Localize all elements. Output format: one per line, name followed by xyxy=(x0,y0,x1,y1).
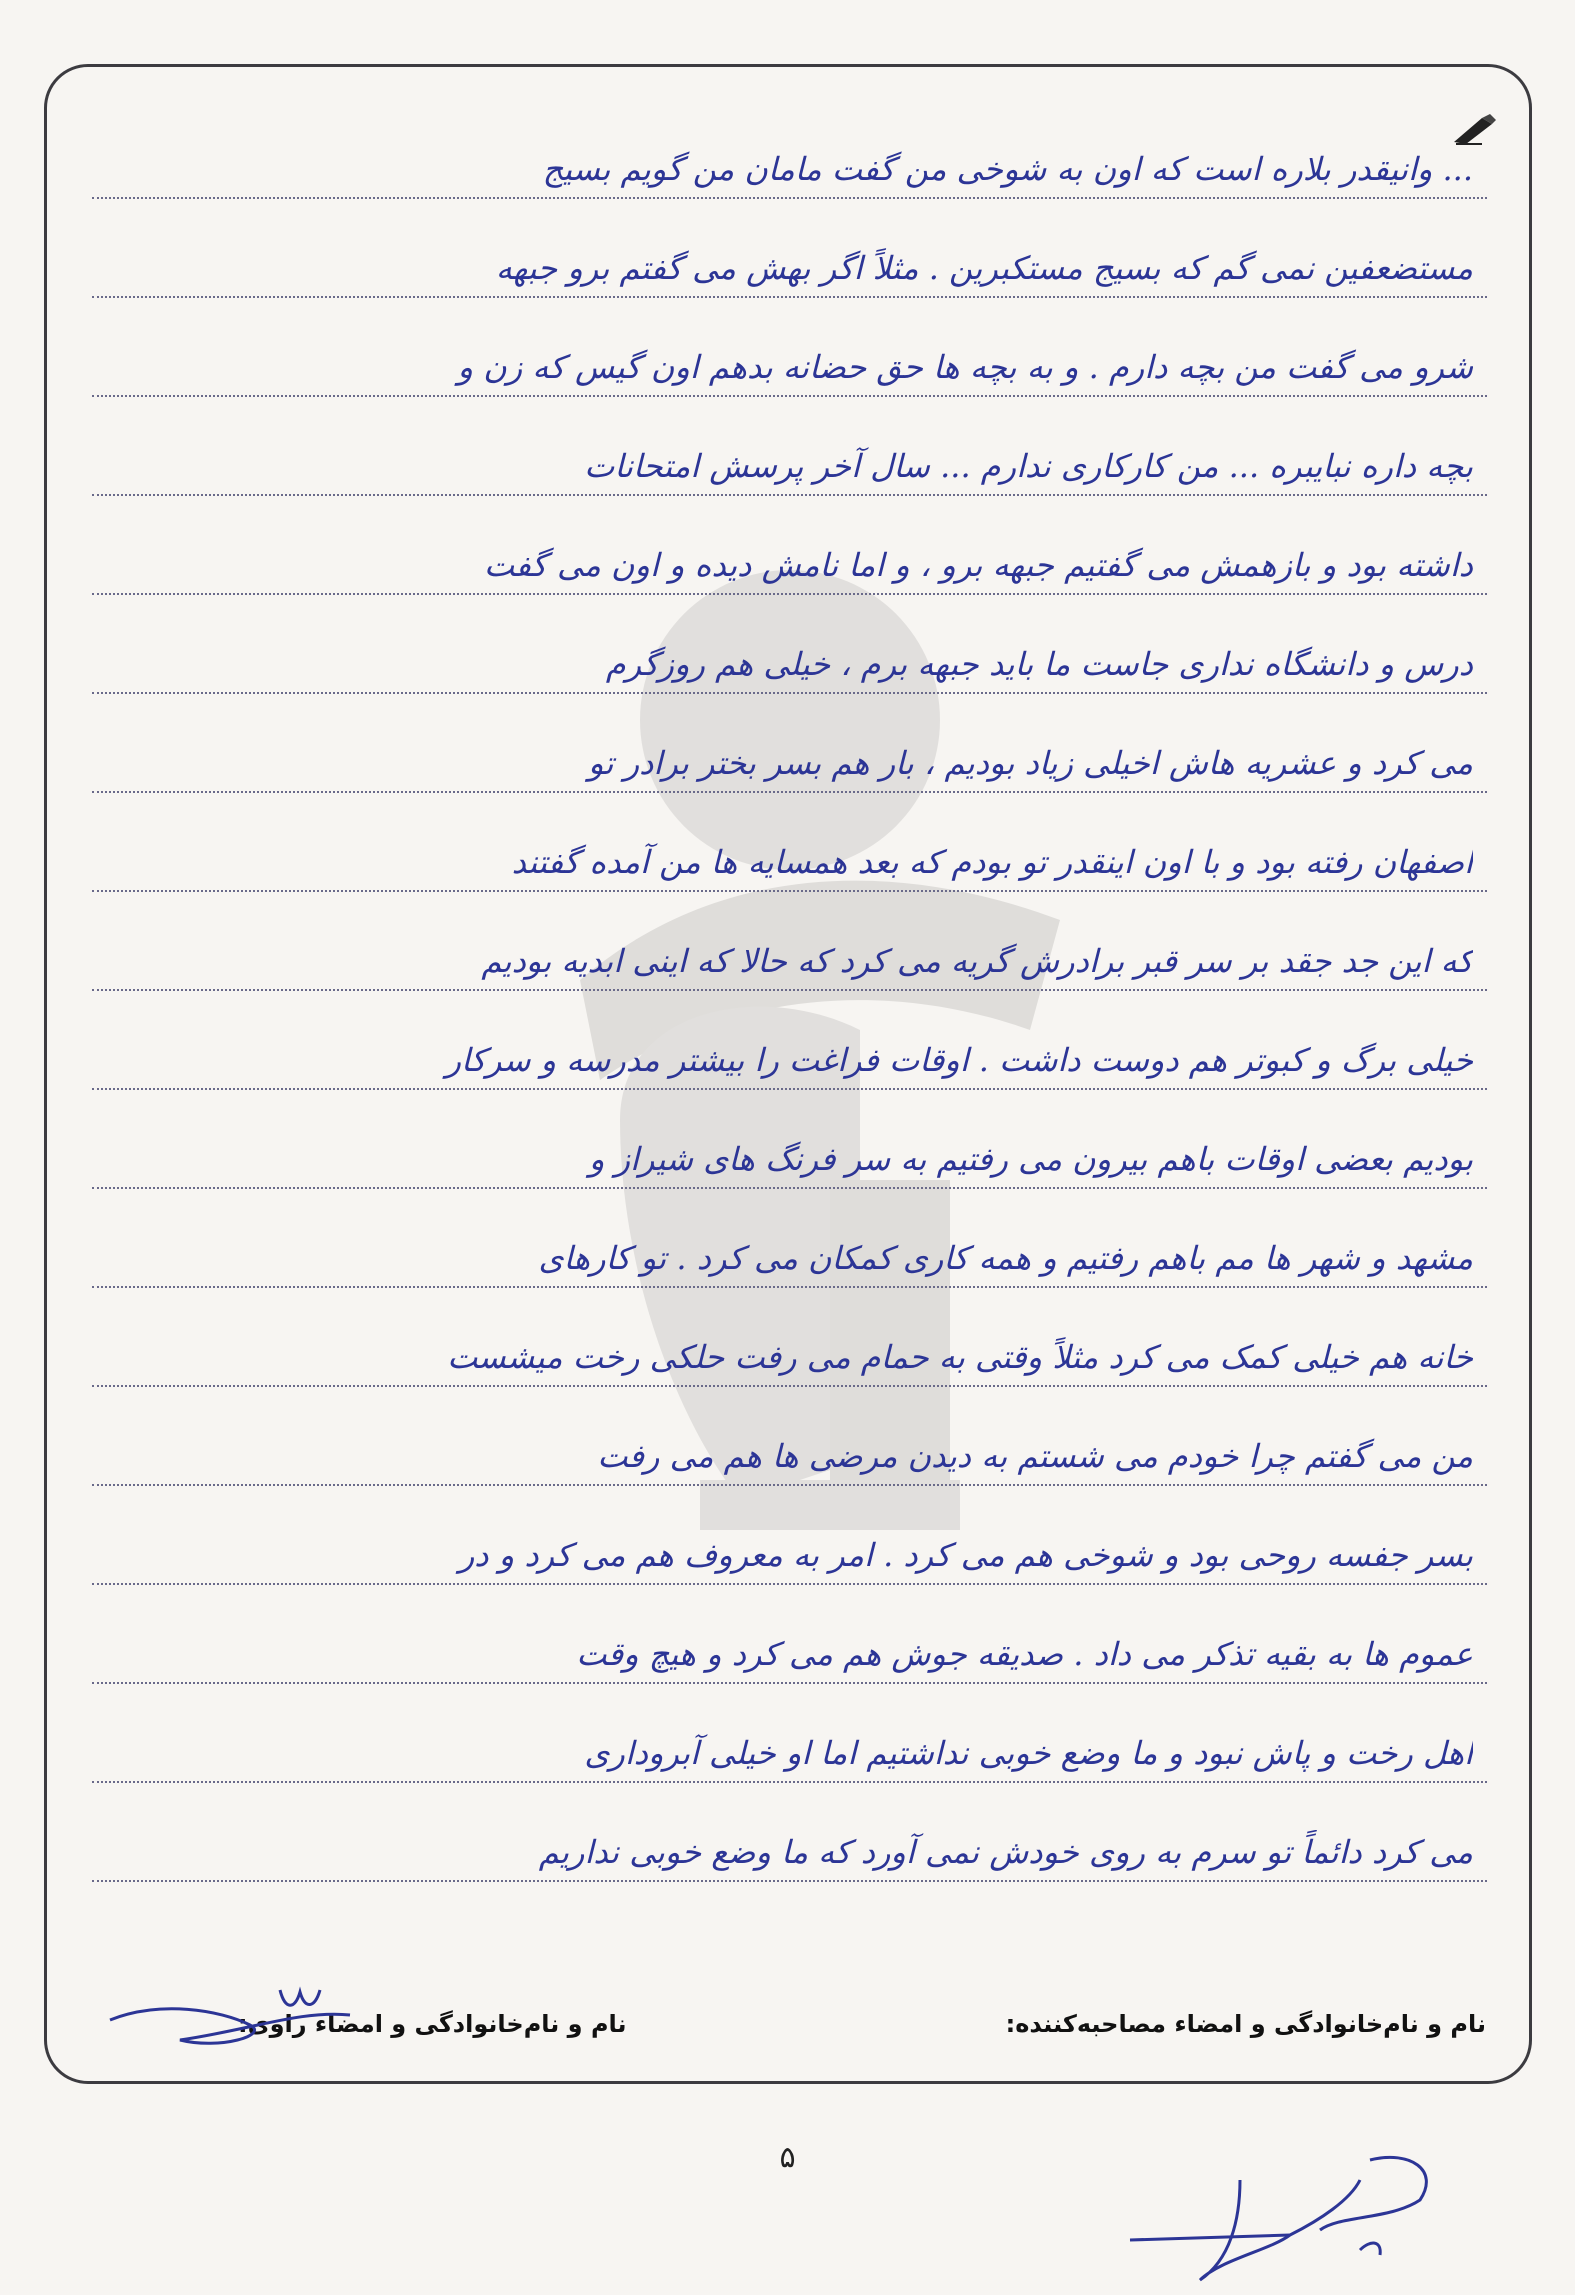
line-text: داشته بود و بازهمش می گفتیم جبهه برو ، و اما نامش دیده و اون می گفت xyxy=(484,546,1473,584)
line-text: اهل رخت و پاش نبود و ما وضع خوبی نداشتیم اما او خیلی آبروداری xyxy=(584,1734,1473,1772)
ruled-line xyxy=(92,892,1487,991)
handwritten-lines xyxy=(92,100,1487,1882)
line-text: عموم ها به بقیه تذکر می داد . صدیقه جوش هم می کرد و هیچ وقت xyxy=(576,1635,1473,1673)
line-text: می کرد و عشریه هاش اخیلی زیاد بودیم ، بار هم بسر بختر برادر تو xyxy=(588,744,1473,782)
line-text: بچه داره نبایبره ... من کارکاری ندارم ... سال آخر پرسش امتحانات xyxy=(584,447,1473,485)
ruled-line xyxy=(92,199,1487,298)
interviewer-signature-label: نام و نام‌خانوادگی و امضاء مصاحبه‌کننده: xyxy=(1005,2010,1486,2038)
line-text: می کرد دائماً تو سرم به روی خودش نمی آورد که ما وضع خوبی نداریم xyxy=(538,1833,1473,1871)
line-text: خیلی برگ و کبوتر هم دوست داشت . اوقات فراغت را بیشتر مدرسه و سرکار xyxy=(445,1041,1473,1079)
line-text: مشهد و شهر ها مم باهم رفتیم و همه کاری کمکان می کرد . تو کارهای xyxy=(538,1239,1473,1277)
ruled-line xyxy=(92,1486,1487,1585)
ruled-line xyxy=(92,1189,1487,1288)
line-text: ... وانیقدر بلاره است که اون به شوخی من گفت مامان من گویم بسیج xyxy=(542,150,1473,188)
ruled-line xyxy=(92,298,1487,397)
line-text: بودیم بعضی اوقات باهم بیرون می رفتیم به سر فرنگ های شیراز و xyxy=(588,1140,1473,1178)
ruled-line xyxy=(92,1585,1487,1684)
ruled-line xyxy=(92,1684,1487,1783)
ruled-line xyxy=(92,1387,1487,1486)
ruled-line xyxy=(92,595,1487,694)
ruled-line xyxy=(92,793,1487,892)
ruled-line xyxy=(92,991,1487,1090)
line-text: من می گفتم چرا خودم می شستم به دیدن مرضی ها هم می رفت xyxy=(597,1437,1473,1475)
narrator-signature-label: نام و نام‌خانوادگی و امضاء راوی: xyxy=(238,2010,627,2038)
ruled-line xyxy=(92,694,1487,793)
line-text: درس و دانشگاه نداری جاست ما باید جبهه برم ، خیلی هم روزگرم xyxy=(605,645,1473,683)
line-text: خانه هم خیلی کمک می کرد مثلاً وقتی به حمام می رفت حلکی رخت میشست xyxy=(447,1338,1473,1376)
line-text: که این جد جقد بر سر قبر برادرش گریه می کرد که حالا که اینی ابدیه بودیم xyxy=(481,942,1473,980)
page-number: ۵ xyxy=(779,2140,796,2175)
ruled-line xyxy=(92,100,1487,199)
line-text: مستضعفین نمی گم که بسیج مستکبرین . مثلاً اگر بهش می گفتم برو جبهه xyxy=(495,249,1473,287)
ruled-line xyxy=(92,397,1487,496)
narrator-signature xyxy=(100,1980,360,2060)
line-text: بسر جفسه روحی بود و شوخی هم می کرد . امر به معروف هم می کرد و در xyxy=(458,1536,1473,1574)
ruled-line xyxy=(92,1090,1487,1189)
line-text: شرو می گفت من بچه دارم . و به بچه ها حق حضانه بدهم اون گیس که زن و xyxy=(457,348,1473,386)
ruled-line xyxy=(92,496,1487,595)
ruled-line xyxy=(92,1783,1487,1882)
ruled-line xyxy=(92,1288,1487,1387)
line-text: اصفهان رفته بود و با اون اینقدر تو بودم که بعد همسایه ها من آمده گفتند xyxy=(511,843,1473,881)
